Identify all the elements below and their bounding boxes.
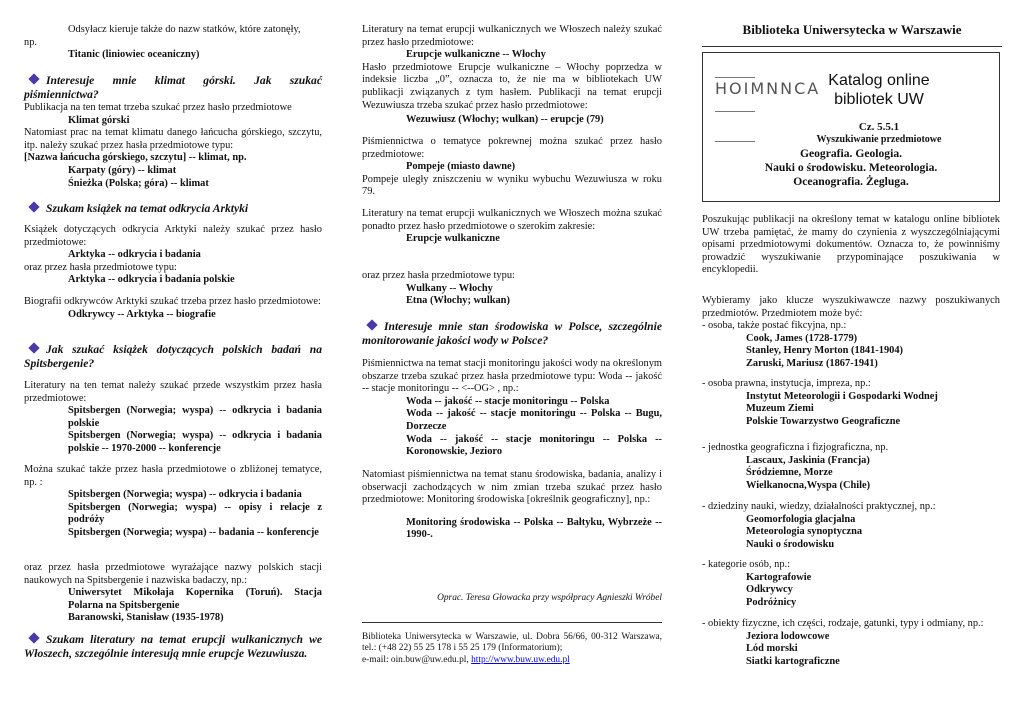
website-link[interactable]: http://www.buw.uw.edu.pl [471, 654, 570, 665]
diamond-bullet-icon [28, 201, 39, 212]
subject-heading: Erupcje wulkaniczne -- Włochy [406, 49, 546, 61]
paragraph: Publikacja na ten temat trzeba szukać przez hasło przedmiotowe [24, 102, 292, 113]
subject-heading: Podróżnicy [746, 596, 797, 608]
subject-heading: [Nazwa łańcucha górskiego, szczytu] -- klimat, np. [24, 152, 247, 164]
subject-heading: Muzeum Ziemi [746, 403, 814, 415]
subject-heading: Pompeje (miasto dawne) [406, 161, 516, 173]
subject-heading: Cook, James (1728-1779) [746, 332, 858, 344]
subject-heading: Etna (Włochy; wulkan) [406, 295, 510, 307]
topic-line: Geografia. Geologia. [799, 147, 903, 160]
subject-heading: Spitsbergen (Norwegia; wyspa) -- odkrycia i badania [68, 489, 302, 501]
paragraph: oraz przez hasła przedmiotowe typu: [24, 261, 177, 273]
paragraph: Piśmiennictwa na temat stacji monitoringu jakości wody na określonym obszarze trzeba szukać przez hasła przedmiotowe typu: Woda -- jakość -- stacje monitoringu -- <--OG> , np.: [362, 358, 662, 395]
section-heading-environment: Interesuje mnie stan środowiska w Polsce, szczególnie monitorowanie jakości wody w Polsce? [362, 320, 662, 347]
credits: Oprac. Teresa Głowacka przy współpracy Agnieszki Wróbel [437, 593, 662, 603]
subject-heading: Kartografowie [746, 571, 812, 583]
subject-heading: Polskie Towarzystwo Geograficzne [746, 415, 901, 427]
paragraph: Hasło przedmiotowe Erupcje wulkaniczne – Włochy poprzedza w indeksie liczba „0”, oznacza to, że nie ma w bibliotekach UW publikacji związanych z tym hasłem. Publikacji na temat erupcji Wezuwiusza trzeba szukać przez hasło przedmiotowe: [362, 61, 662, 111]
divider [702, 46, 1002, 47]
subject-heading: Meteorologia synoptyczna [746, 526, 863, 538]
topic-line: Oceanografia. Żegluga. [793, 175, 909, 188]
subject-heading: Siatki kartograficzne [746, 655, 840, 667]
subject-heading: Arktyka -- odkrycia i badania polskie [68, 274, 235, 286]
paragraph: Natomiast piśmiennictwa na temat stanu środowiska, badania, analizy i obserwacji zachodzących w nim zmian trzeba szukać przez hasło przedmiotowe: Monitoring środowiska [określnik geograficzny], np.: [362, 469, 662, 506]
diamond-bullet-icon [28, 632, 39, 643]
paragraph: oraz przez hasła przedmiotowe typu: [362, 270, 515, 281]
subject-heading: Zaruski, Mariusz (1867-1941) [746, 357, 878, 369]
subject-heading: Wulkany -- Włochy [406, 282, 493, 294]
subject-heading: Stanley, Henry Morton (1841-1904) [746, 345, 903, 357]
subject-heading: Monitoring środowiska -- Polska -- Bałtyku, Wybrzeże -- 1990-. [406, 516, 662, 541]
subject-heading: Spitsbergen (Norwegia; wyspa) -- opisy i relacje z podróży [68, 501, 322, 526]
search-type: Wyszukiwanie przedmiotowe [816, 133, 942, 145]
page-title: Biblioteka Uniwersytecka w Warszawie [742, 22, 962, 37]
subject-heading: Lascaux, Jaskinia (Francja) [746, 454, 870, 466]
subject-heading: Erupcje wulkaniczne [406, 233, 500, 245]
list-label: - osoba prawna, instytucja, impreza, np.: [702, 378, 871, 389]
paragraph: Piśmiennictwa o tematyce pokrewnej można szukać przez hasło przedmiotowe: [362, 136, 662, 160]
catalog-subtitle: bibliotek UW [834, 91, 924, 108]
paragraph: Literatury na ten temat należy szukać przede wszystkim przez hasła przedmiotowe: [24, 380, 322, 404]
paragraph: Literatury na temat erupcji wulkanicznych we Włoszech można szukać ponadto przez hasło przedmiotowe o szerokim zakresie: [362, 208, 662, 232]
list-label: - jednostka geograficzna i fizjograficzna, np. [702, 442, 889, 453]
paragraph: Literatury na temat erupcji wulkanicznych we Włoszech należy szukać przez hasło przedmiotowe: [362, 24, 662, 48]
paragraph: Książek dotyczących odkrycia Arktyki należy szukać przez hasło przedmiotowe: [24, 224, 322, 248]
paragraph: Natomiast prac na temat klimatu danego łańcucha górskiego, szczytu, itp. należy szukać przez hasła przedmiotowe typu: [24, 127, 322, 151]
list-label: - kategorie osób, np.: [702, 559, 791, 570]
paragraph: Wybieramy jako klucze wyszukiwawcze nazwy poszukiwanych przedmiotów. Przedmiotem może być: [702, 295, 1000, 319]
footer-address: Biblioteka Uniwersytecka w Warszawie, ul. Dobra 56/66, 00-312 Warszawa, tel.: (+48 22) 55 25 178 i 55 25 179 (Informatorium); [362, 632, 662, 654]
diamond-bullet-icon [366, 319, 377, 330]
subject-heading: Uniwersytet Mikołaja Kopernika (Toruń). Stacja Polarna na Spitsbergenie [68, 587, 322, 611]
subject-heading: Wezuwiusz (Włochy; wulkan) -- erupcje (79) [406, 114, 604, 126]
divider [362, 622, 662, 623]
subject-heading: Jeziora lodowcowe [746, 630, 830, 642]
subject-heading: Arktyka -- odkrycia i badania [68, 249, 201, 261]
topic-line: Nauki o środowisku. Meteorologia. [764, 161, 938, 174]
subject-heading: Geomorfologia glacjalna [746, 513, 856, 525]
library-logo: HOIMNNCA [715, 77, 755, 167]
subject-heading: Wielkanocna,Wyspa (Chile) [746, 479, 871, 491]
subject-heading: Spitsbergen (Norwegia; wyspa) -- odkrycia i badania polskie -- 1970-2000 -- konferencje [68, 430, 322, 454]
paragraph: oraz przez hasła przedmiotowe wyrażające nazwy polskich stacji naukowych na Spitsbergenie i nazwiska badaczy, np.: [24, 562, 322, 586]
section-heading-climate: Interesuje mnie klimat górski. Jak szukać piśmiennictwa? [24, 74, 322, 101]
section-heading-spitsbergen: Jak szukać książek dotyczących polskich badań na Spitsbergenie? [24, 343, 322, 370]
subject-heading: Odkrywcy [746, 584, 793, 596]
paragraph: Biografii odkrywców Arktyki szukać trzeba przez hasło przedmiotowe: [24, 296, 321, 307]
subject-heading: Lód morski [746, 643, 798, 655]
subject-heading: Odkrywcy -- Arktyka -- biografie [68, 308, 216, 320]
subject-heading: Śródziemne, Morze [746, 467, 833, 479]
diamond-bullet-icon [28, 73, 39, 84]
intro-paragraph: Poszukując publikacji na określony temat w katalogu online bibliotek UW trzeba pamiętać, że mamy do czynienia z wyszczególniającymi opisami przedmiotowymi dokumentów. Oznacza to, że powinniśmy prowadzić wyszukiwanie przypominające poszukiwania w encyklopedii. [702, 214, 1000, 276]
list-label: - dziedziny nauki, wiedzy, działalności praktycznej, np.: [702, 501, 936, 512]
subject-heading: Woda -- jakość -- stacje monitoringu -- Polska [406, 395, 610, 407]
catalog-title: Katalog online [828, 72, 930, 89]
subject-heading: Śnieżka (Polska; góra) -- klimat [68, 177, 209, 189]
diamond-bullet-icon [28, 342, 39, 353]
subject-heading: Baranowski, Stanisław (1935-1978) [68, 612, 224, 624]
section-heading-volcano: Szukam literatury na temat erupcji wulkanicznych we Włoszech, szczególnie interesują mnie erupcje Wezuwiusza. [24, 633, 322, 660]
subject-heading: Instytut Meteorologii i Gospodarki Wodnej [746, 390, 938, 402]
list-label: - obiekty fizyczne, ich części, rodzaje, gatunki, typy i odmiany, np.: [702, 618, 984, 629]
subject-heading: Spitsbergen (Norwegia; wyspa) -- badania -- konferencje [68, 526, 319, 538]
paragraph: Pompeje uległy zniszczeniu w wyniku wybuchu Wezuwiusza w roku 79. [362, 173, 662, 198]
subject-heading: Nauki o środowisku [746, 538, 835, 550]
subject-heading: Spitsbergen (Norwegia; wyspa) -- odkrycia i badania polskie [68, 405, 322, 429]
subject-heading: Woda -- jakość -- stacje monitoringu -- Polska -- Koronowskie, Jezioro [406, 433, 662, 458]
titanic-heading: Titanic (liniowiec oceaniczny) [68, 49, 200, 61]
subject-heading: Woda -- jakość -- stacje monitoringu -- Polska -- Bugu, Dorzecze [406, 408, 662, 432]
list-label: - osoba, także postać fikcyjna, np.: [702, 320, 847, 332]
part-number: Cz. 5.5.1 [858, 121, 900, 133]
cover-box [702, 52, 1000, 202]
footer-contact: e-mail: oin.buw@uw.edu.pl, http://www.buw.uw.edu.pl [362, 654, 570, 665]
section-heading-arctic: Szukam książek na temat odkrycia Arktyki [24, 202, 322, 216]
subject-heading: Klimat górski [68, 114, 130, 126]
intro-text: Odsyłacz kieruje także do nazw statków, które zatonęły, [68, 24, 301, 35]
intro-text-np: np. [24, 36, 37, 48]
paragraph: Można szukać także przez hasła przedmiotowe o zbliżonej tematyce, np. : [24, 464, 322, 488]
subject-heading: Karpaty (góry) -- klimat [68, 164, 177, 176]
